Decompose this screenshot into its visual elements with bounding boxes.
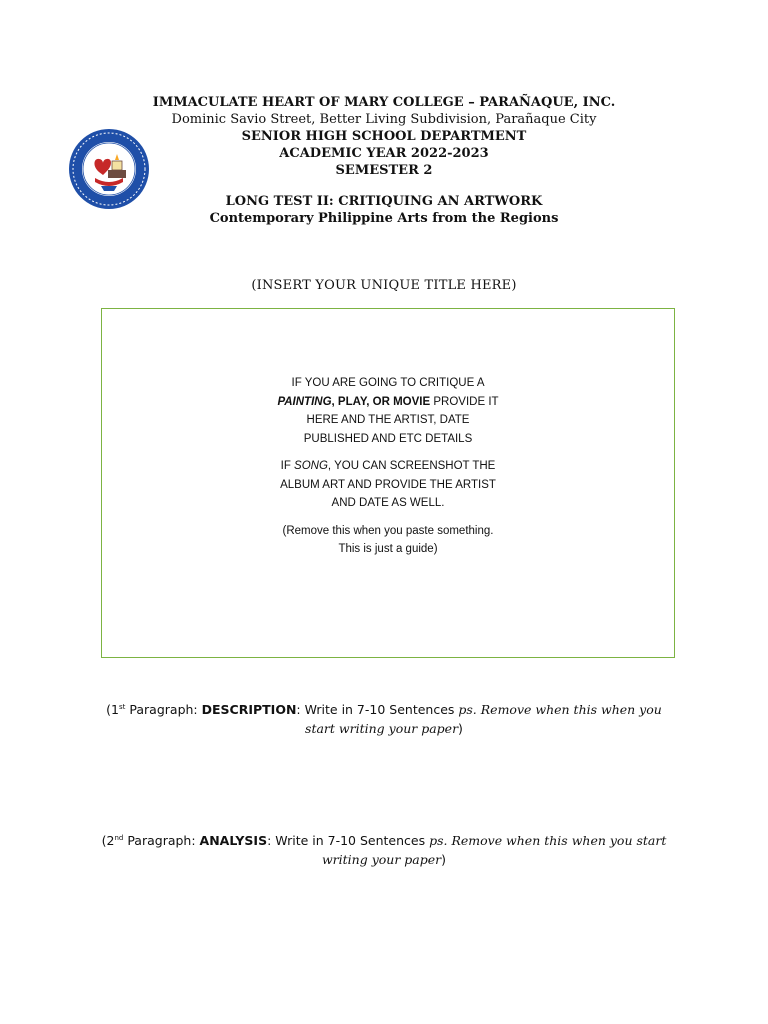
guide-1-italic: PAINTING bbox=[277, 395, 332, 408]
p1-note: ps. Remove when this when you start writing your paper bbox=[305, 702, 662, 736]
p1-open: (1 bbox=[106, 702, 120, 717]
p1-instruction: : Write in 7-10 Sentences bbox=[296, 702, 459, 717]
guide-2-italic: SONG bbox=[294, 460, 328, 472]
p1-prefix: Paragraph: bbox=[125, 702, 202, 717]
p2-open: (2 bbox=[101, 833, 115, 848]
p2-label: ANALYSIS bbox=[199, 833, 268, 848]
p1-label: DESCRIPTION bbox=[201, 702, 297, 717]
p2-note: ps. Remove when this when you start writing your paper bbox=[321, 833, 667, 867]
guide-remove-note: (Remove this when you paste something. This is just a guide) bbox=[282, 524, 494, 555]
paragraph-1-instruction[interactable] bbox=[90, 700, 678, 738]
p2-close: ) bbox=[441, 852, 447, 867]
guide-2-text: IF bbox=[280, 460, 295, 472]
academic-year: ACADEMIC YEAR 2022-2023 bbox=[279, 146, 489, 161]
guide-painting-play-movie bbox=[273, 374, 503, 448]
guide-1-bold: , PLAY, OR MOVIE bbox=[331, 395, 431, 408]
guide-song bbox=[273, 457, 503, 513]
test-heading bbox=[100, 193, 668, 227]
guide-1-tail: PROVIDE IT HERE AND THE ARTIST, DATE PUBLISHED AND ETC DETAILS bbox=[303, 395, 499, 445]
artwork-placeholder-box[interactable] bbox=[101, 308, 675, 658]
guide-1-text: IF YOU ARE GOING TO CRITIQUE A bbox=[291, 377, 485, 389]
semester: SEMESTER 2 bbox=[335, 163, 433, 178]
school-address: Dominic Savio Street, Better Living Subdivision, Parañaque City bbox=[171, 112, 597, 127]
subject-title: Contemporary Philippine Arts from the Regions bbox=[209, 211, 559, 226]
school-header bbox=[140, 94, 628, 179]
department-name: SENIOR HIGH SCHOOL DEPARTMENT bbox=[241, 129, 527, 144]
p2-ordinal: nd bbox=[114, 833, 124, 842]
paragraph-2-instruction[interactable] bbox=[90, 831, 678, 869]
p2-instruction: : Write in 7-10 Sentences bbox=[267, 833, 430, 848]
p1-close: ) bbox=[458, 721, 463, 736]
p1-ordinal: st bbox=[119, 702, 126, 711]
school-name: IMMACULATE HEART OF MARY COLLEGE – PARAÑAQUE, INC. bbox=[152, 95, 616, 110]
unique-title-placeholder[interactable]: (INSERT YOUR UNIQUE TITLE HERE) bbox=[251, 278, 517, 293]
test-title: LONG TEST II: CRITIQUING AN ARTWORK bbox=[225, 194, 543, 209]
guide-2-tail: , YOU CAN SCREENSHOT THE ALBUM ART AND PROVIDE THE ARTIST AND DATE AS WELL. bbox=[280, 460, 496, 509]
p2-prefix: Paragraph: bbox=[123, 833, 200, 848]
artwork-guide bbox=[102, 374, 674, 568]
